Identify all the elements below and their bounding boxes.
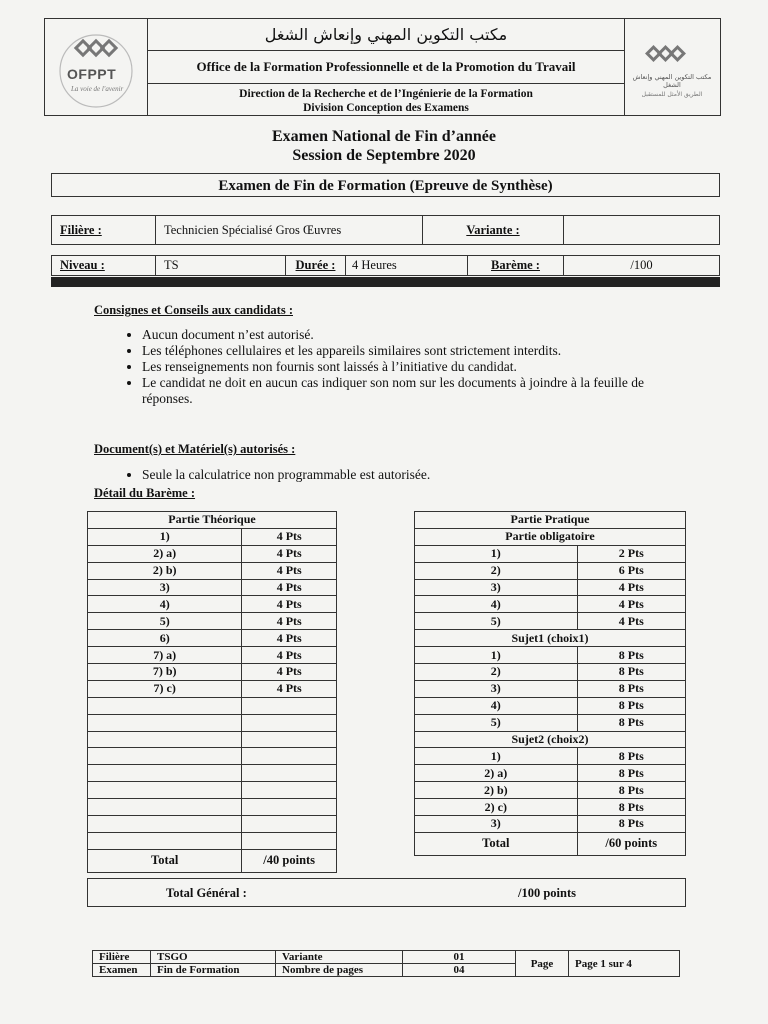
table-row (88, 664, 337, 681)
section-row (415, 731, 686, 748)
question-cell: 4) (415, 596, 578, 613)
points-cell: 4 Pts (577, 579, 685, 596)
points-cell (242, 748, 337, 765)
consigne-item: • Le candidat ne doit en aucun cas indiquer son nom sur les documents à joindre à la feuille de réponses. (142, 375, 644, 407)
total-general-label: Total Général : (166, 886, 247, 900)
table-row (88, 782, 337, 799)
total-general-value: /100 points (518, 886, 577, 900)
table-row (88, 562, 337, 579)
table-row (415, 647, 686, 664)
points-cell: 4 Pts (242, 596, 337, 613)
consignes-list-wrap (94, 327, 644, 407)
question-cell: 3) (415, 579, 578, 596)
consigne-item: • Les renseignements non fournis sont laissés à l’initiative du candidat. (142, 359, 644, 375)
table-row (88, 630, 337, 647)
footer-examen-label: Examen (93, 964, 151, 977)
documents-list (94, 467, 644, 483)
info-row-filiere (51, 215, 720, 245)
total-row (415, 832, 686, 855)
table-row (88, 748, 337, 765)
points-cell: 4 Pts (577, 613, 685, 630)
question-cell (88, 731, 242, 748)
table-row (88, 799, 337, 816)
points-cell: 8 Pts (577, 664, 685, 681)
variante-label-cell (423, 216, 564, 244)
ofppt-logo-text: OFPPT (67, 66, 117, 82)
bareme-pratique-table (414, 511, 686, 856)
section-header: Sujet1 (choix1) (415, 630, 686, 647)
footer-examen-value: Fin de Formation (151, 964, 276, 977)
question-cell (88, 782, 242, 799)
footer-pages-value: 04 (403, 964, 516, 977)
exam-subtitle: Examen de Fin de Formation (Epreuve de Synthèse) (51, 173, 720, 197)
niveau-label: Niveau : (60, 258, 105, 272)
bareme-label-cell (468, 256, 564, 275)
header-direction: Direction de la Recherche et de l’Ingénierie de la Formation (239, 88, 533, 100)
logo-right-tagline: الطريق الأمثل للمستقبل (641, 91, 703, 98)
points-cell: 8 Pts (577, 680, 685, 697)
table-row (415, 799, 686, 816)
info-row-niveau (51, 255, 720, 276)
table-row (415, 613, 686, 630)
table-row (88, 596, 337, 613)
question-cell: 7) c) (88, 680, 242, 697)
question-cell: 2) (415, 664, 578, 681)
header-arabic-title: مكتب التكوين المهني وإنعاش الشغل (147, 19, 625, 51)
variante-label: Variante : (466, 222, 520, 237)
duree-label-cell (286, 256, 346, 275)
points-cell: 8 Pts (577, 697, 685, 714)
filiere-value-cell (156, 216, 423, 244)
points-cell (242, 697, 337, 714)
table-row (88, 697, 337, 714)
points-cell: 4 Pts (242, 664, 337, 681)
total-label: Total (415, 832, 578, 855)
question-cell: 1) (415, 545, 578, 562)
points-cell: 8 Pts (577, 816, 685, 833)
footer-page-label: Page (516, 951, 569, 977)
points-cell (242, 714, 337, 731)
table-row (88, 731, 337, 748)
table-row (415, 714, 686, 731)
question-cell (88, 832, 242, 849)
table-row (88, 579, 337, 596)
ofppt-logo-icon-right (625, 19, 720, 115)
question-cell: 4) (88, 596, 242, 613)
bareme-theorique-table (87, 511, 337, 873)
filiere-label-cell (52, 216, 156, 244)
duree-value-cell (346, 256, 468, 275)
points-cell (242, 816, 337, 833)
points-cell: 6 Pts (577, 562, 685, 579)
points-cell: 8 Pts (577, 765, 685, 782)
question-cell: 2) b) (415, 782, 578, 799)
question-cell: 2) (415, 562, 578, 579)
points-cell: 8 Pts (577, 799, 685, 816)
footer-filiere-label: Filière (93, 951, 151, 964)
question-cell: 4) (415, 697, 578, 714)
table-row (88, 765, 337, 782)
question-cell (88, 697, 242, 714)
bareme-label: Barème : (491, 258, 540, 272)
documents-list-wrap (94, 467, 644, 483)
footer-pages-label: Nombre de pages (276, 964, 403, 977)
table-row (415, 545, 686, 562)
question-cell: 3) (415, 680, 578, 697)
header-direction-block (147, 87, 625, 115)
question-cell: 2) a) (415, 765, 578, 782)
points-cell: 4 Pts (242, 579, 337, 596)
question-cell: 7) b) (88, 664, 242, 681)
header-center (147, 19, 625, 115)
ofppt-logo-left (45, 19, 148, 115)
documents-title: Document(s) et Matériel(s) autorisés : (94, 442, 296, 456)
table-row (415, 816, 686, 833)
question-cell: 7) a) (88, 647, 242, 664)
table-row (88, 714, 337, 731)
question-cell (88, 714, 242, 731)
pratique-header: Partie Pratique (415, 512, 686, 529)
points-cell: 4 Pts (242, 545, 337, 562)
ofppt-logo-right (624, 19, 720, 115)
points-cell: 8 Pts (577, 714, 685, 731)
question-cell: 6) (88, 630, 242, 647)
total-row (88, 849, 337, 872)
question-cell (88, 765, 242, 782)
document-header (44, 18, 721, 116)
separator-bar (51, 277, 720, 287)
duree-label: Durée : (295, 258, 336, 272)
question-cell: 2) b) (88, 562, 242, 579)
consignes-list (94, 327, 644, 407)
question-cell: 5) (415, 613, 578, 630)
question-cell (88, 748, 242, 765)
footer-table (92, 950, 680, 977)
points-cell: 8 Pts (577, 748, 685, 765)
table-row (415, 765, 686, 782)
points-cell (242, 832, 337, 849)
ofppt-logo-tagline: La voie de l'avenir (71, 85, 124, 93)
niveau-value: TS (164, 258, 179, 272)
table-row (415, 680, 686, 697)
table-row (415, 596, 686, 613)
question-cell: 2) c) (415, 799, 578, 816)
niveau-value-cell (156, 256, 286, 275)
variante-value-cell (564, 216, 719, 244)
points-cell: 4 Pts (242, 630, 337, 647)
theorique-header: Partie Théorique (88, 512, 337, 529)
header-division: Division Conception des Examens (303, 102, 469, 114)
total-label: Total (88, 849, 242, 872)
points-cell: 4 Pts (242, 528, 337, 545)
filiere-value: Technicien Spécialisé Gros Œuvres (164, 222, 342, 237)
exam-session: Session de Septembre 2020 (292, 147, 476, 164)
table-row (88, 816, 337, 833)
document-item: • Seule la calculatrice non programmable est autorisée. (142, 467, 644, 483)
question-cell (88, 816, 242, 833)
exam-title: Examen National de Fin d’année (271, 128, 496, 145)
logo-right-arabic: مكتب التكوين المهني وإنعاش الشغل (632, 73, 712, 89)
question-cell: 1) (415, 748, 578, 765)
table-row (88, 613, 337, 630)
question-cell: 5) (88, 613, 242, 630)
bareme-title: Détail du Barème : (94, 486, 196, 500)
table-row (88, 528, 337, 545)
header-organization: Office de la Formation Professionnelle et de la Promotion du Travail (147, 50, 625, 84)
table-row (415, 782, 686, 799)
table-row (415, 748, 686, 765)
section-header: Sujet2 (choix2) (415, 731, 686, 748)
points-cell (242, 765, 337, 782)
points-cell: 4 Pts (242, 613, 337, 630)
section-header: Partie obligatoire (415, 528, 686, 545)
consignes-title: Consignes et Conseils aux candidats : (94, 303, 293, 317)
table-row (415, 664, 686, 681)
footer-variante-value: 01 (403, 951, 516, 964)
table-header-row (88, 512, 337, 529)
footer-page-value: Page 1 sur 4 (569, 951, 680, 977)
question-cell: 3) (415, 816, 578, 833)
points-cell (242, 799, 337, 816)
section-row (415, 630, 686, 647)
total-value: /60 points (577, 832, 685, 855)
question-cell: 3) (88, 579, 242, 596)
table-header-row (415, 512, 686, 529)
table-row (415, 579, 686, 596)
footer-filiere-value: TSGO (151, 951, 276, 964)
question-cell: 5) (415, 714, 578, 731)
footer-variante-label: Variante (276, 951, 403, 964)
filiere-label: Filière : (60, 222, 102, 237)
total-value: /40 points (242, 849, 337, 872)
niveau-label-cell (52, 256, 156, 275)
points-cell: 4 Pts (242, 680, 337, 697)
table-row (88, 680, 337, 697)
points-cell (242, 782, 337, 799)
points-cell: 4 Pts (242, 562, 337, 579)
table-row (88, 647, 337, 664)
points-cell: 8 Pts (577, 647, 685, 664)
bareme-value: /100 (630, 258, 653, 272)
question-cell: 2) a) (88, 545, 242, 562)
points-cell: 2 Pts (577, 545, 685, 562)
total-general-box (87, 878, 686, 907)
table-row (88, 545, 337, 562)
question-cell (88, 799, 242, 816)
consigne-item: • Aucun document n’est autorisé. (142, 327, 644, 343)
section-row (415, 528, 686, 545)
table-row (88, 832, 337, 849)
question-cell: 1) (88, 528, 242, 545)
question-cell: 1) (415, 647, 578, 664)
points-cell (242, 731, 337, 748)
points-cell: 4 Pts (577, 596, 685, 613)
bareme-value-cell (564, 256, 719, 275)
consigne-item: • Les téléphones cellulaires et les appareils similaires sont strictement interdits. (142, 343, 644, 359)
points-cell: 4 Pts (242, 647, 337, 664)
points-cell: 8 Pts (577, 782, 685, 799)
table-row (415, 697, 686, 714)
table-row (415, 562, 686, 579)
duree-value: 4 Heures (352, 258, 397, 272)
